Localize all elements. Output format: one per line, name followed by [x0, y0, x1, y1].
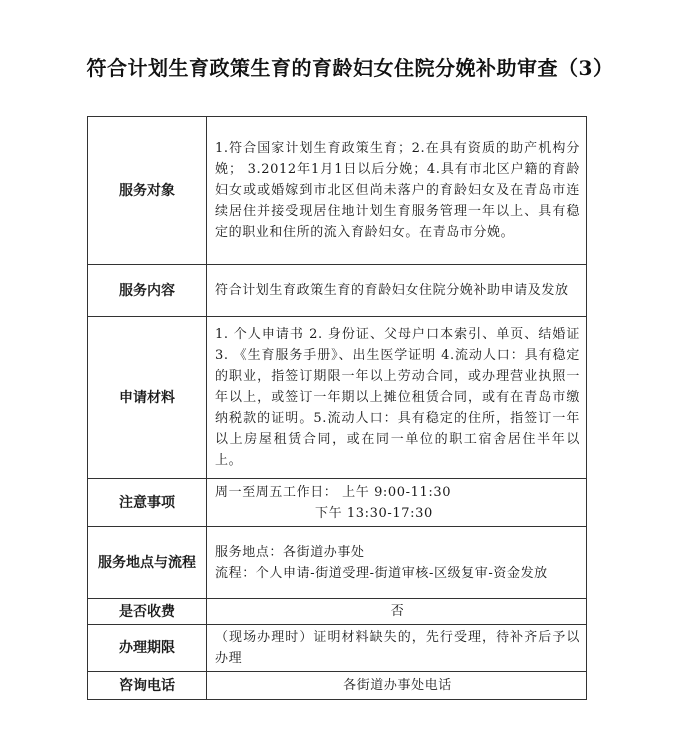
- notes-line-afternoon: 下午 13:30-17:30: [315, 505, 433, 521]
- row-value: 符合计划生育政策生育的育龄妇女住院分娩补助申请及发放: [207, 265, 587, 317]
- row-value: 各街道办事处电话: [207, 672, 587, 700]
- process-line: 流程：个人申请-街道受理-街道审核-区级复审-资金发放: [215, 565, 548, 581]
- row-label: 服务内容: [88, 265, 207, 317]
- row-label: 办理期限: [88, 625, 207, 672]
- row-value: （现场办理时）证明材料缺失的，先行受理，待补齐后予以办理: [207, 625, 587, 672]
- row-label: 申请材料: [88, 317, 207, 479]
- row-value: 1. 个人申请书 2. 身份证、父母户口本索引、单页、结婚证 3. 《生育服务手册》、出生医学证明 4.流动人口：具有稳定的职业，指签订期限一年以上劳动合同，或办理营业执照一年以上，或签订一年期以上摊位租赁合同，或有在青岛市缴纳税款的证明。5.流动人口：具有稳定的住所，指签订一年以上房屋租赁合同，或在同一单位的职工宿舍居住半年以上。: [207, 317, 587, 479]
- table-row-fee: [88, 599, 587, 625]
- row-value: 否: [207, 599, 587, 625]
- row-label: 服务地点与流程: [88, 527, 207, 599]
- row-label: 服务对象: [88, 117, 207, 265]
- location-line: 服务地点：各街道办事处: [215, 544, 365, 560]
- row-value: [207, 479, 587, 527]
- table-row-location: [88, 527, 587, 599]
- table-row-service-target: [88, 117, 587, 265]
- row-label: 是否收费: [88, 599, 207, 625]
- page-title: 符合计划生育政策生育的育龄妇女住院分娩补助审查（3）: [86, 56, 614, 80]
- row-value: [207, 527, 587, 599]
- info-table: [87, 116, 587, 700]
- row-label: 注意事项: [88, 479, 207, 527]
- table-row-notes: [88, 479, 587, 527]
- table-row-service-content: [88, 265, 587, 317]
- table-row-period: [88, 625, 587, 672]
- row-label: 咨询电话: [88, 672, 207, 700]
- table-row-materials: [88, 317, 587, 479]
- notes-line-morning: 周一至周五工作日： 上午 9:00-11:30: [215, 484, 452, 500]
- row-value: 1.符合国家计划生育政策生育；2.在具有资质的助产机构分娩； 3.2012年1月1日以后分娩；4.具有市北区户籍的育龄妇女或或婚嫁到市北区但尚未落户的育龄妇女及在青岛市连续居住并接受现居住地计划生育服务管理一年以上、具有稳定的职业和住所的流入育龄妇女。在青岛市分娩。: [207, 117, 587, 265]
- table-row-phone: [88, 672, 587, 700]
